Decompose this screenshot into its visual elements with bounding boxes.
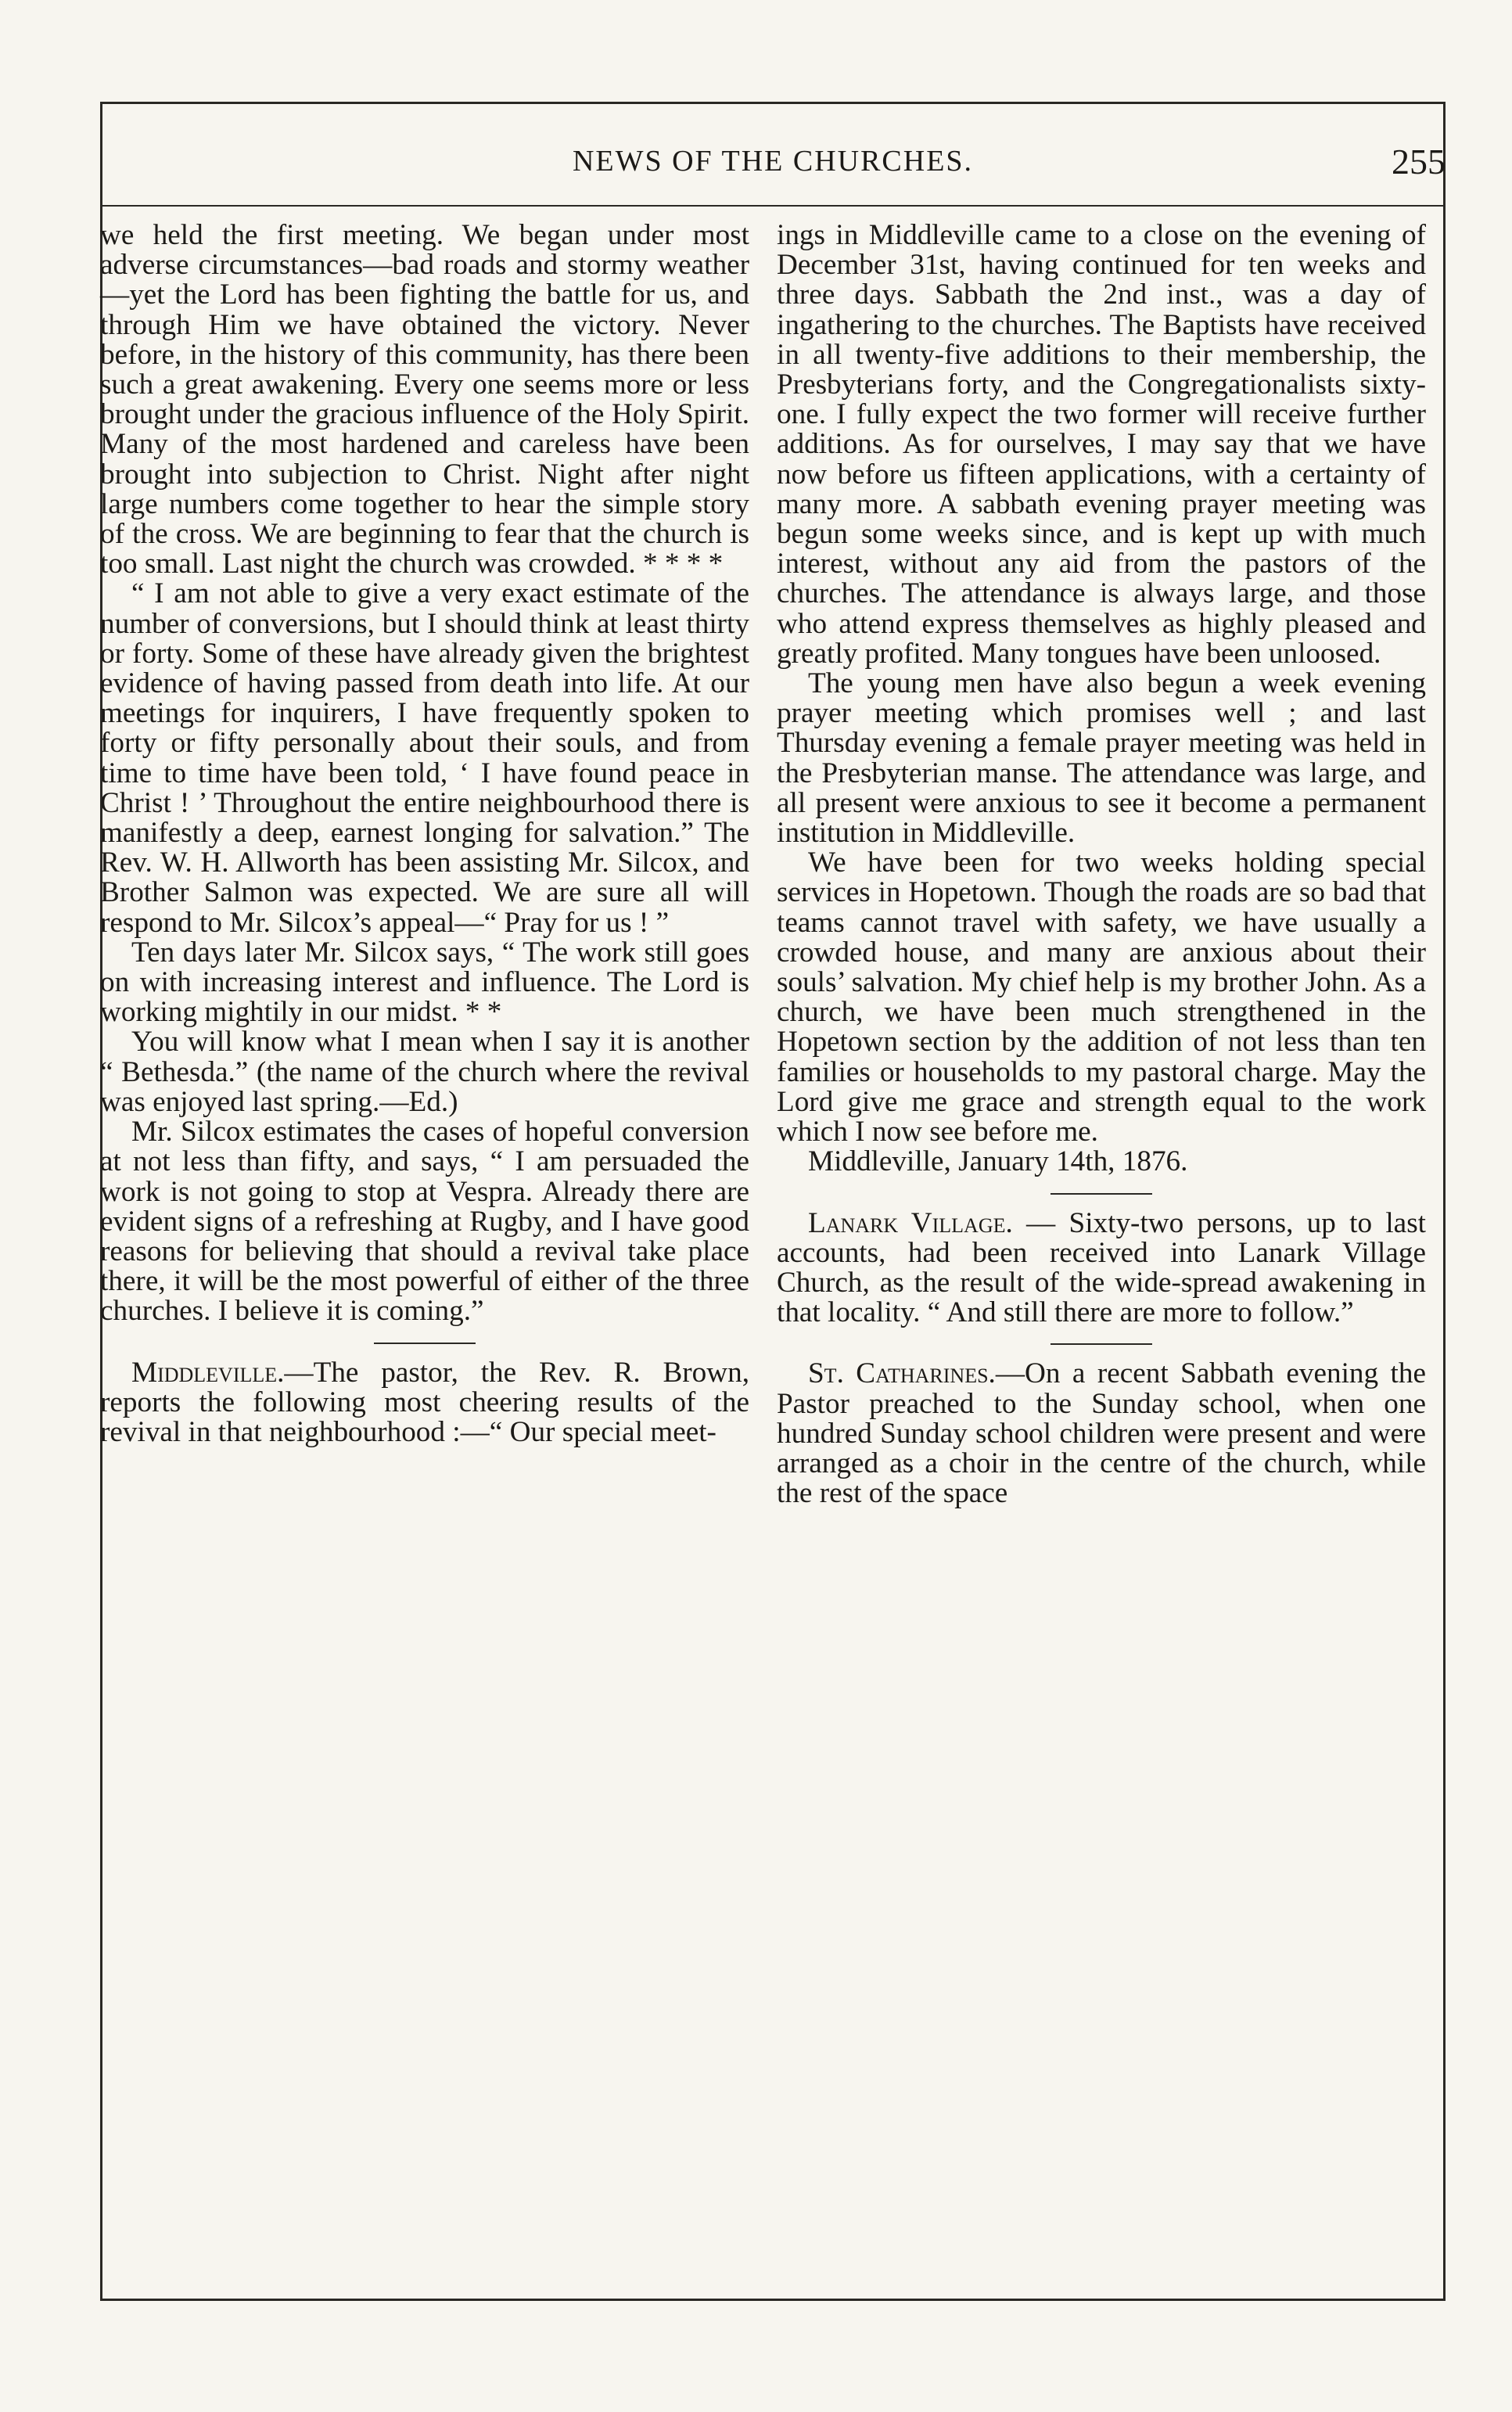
paragraph: ings in Middleville came to a close on the evening of December 31st, having continued for ten weeks and three days. Sabbath the 2nd inst., was a day of ingathering to the churches. The Baptists have received in all twenty-five additions to their membership, the Presbyterians forty, and the Congregationalists sixty-one. I fully expect the two former will receive further additions. As for ourselves, I may say that we have now before us fifteen applications, with a certainty of many more. A sabbath evening prayer meeting was begun some weeks since, and is kept up with much interest, without any aid from the pastors of the churches. The attendance is always large, and those who attend express themselves as highly pleased and greatly profited. Many tongues have been unloosed. — [777, 219, 1426, 670]
item-heading: St. Catharines. — [808, 1357, 996, 1390]
paragraph: “ I am not able to give a very exact estimate of the number of conversions, but I should think at least thirty or forty. Some of these have already given the brightest evidence of having passed from death into life. At our meetings for inquirers, I have frequently spoken to forty or fifty personally about their souls, and from time to time have been told, ‘ I have found peace in Christ ! ’ Throughout the entire neighbourhood there is manifestly a deep, earnest longing for salvation.” The Rev. W. H. Allworth has been assisting Mr. Silcox, and Brother Salmon was expected. We are sure all will respond to Mr. Silcox’s appeal—“ Pray for us ! ” — [100, 577, 749, 939]
item-heading: Lanark Village. — [808, 1206, 1013, 1239]
page-number: 255 — [1392, 142, 1446, 182]
running-header — [100, 141, 1446, 196]
right-column — [777, 221, 1426, 1508]
section-divider — [1050, 1343, 1152, 1345]
paragraph: We have been for two weeks holding special services in Hopetown. Though the roads are so bad that teams cannot travel with safety, we have usually a crowded house, and many are anxious about their souls’ salvation. My chief help is my brother John. As a church, we have been much strengthened in the Hopetown section by the addition of not less than ten families or households to my pastoral charge. May the Lord give me grace and strength equal to the work which I now see before me. — [777, 847, 1426, 1148]
header-underline-rule — [100, 205, 1446, 207]
item-text: —The pastor, the Rev. R. Brown, reports the following most cheering results of the revival in that neighbourhood :—“ Our special meet- — [100, 1356, 749, 1448]
dateline: Middleville, January 14th, 1876. — [808, 1145, 1188, 1178]
paragraph: we held the first meeting. We began under most adverse circumstances—bad roads and stormy weather—yet the Lord has been fighting the battle for us, and through Him we have obtained the victory. Never before, in the history of this community, has there been such a great awakening. Every one seems more or less brought under the gracious influence of the Holy Spirit. Many of the most hardened and careless have been brought into subjection to Christ. Night after night large numbers come together to hear the simple story of the cross. We are beginning to fear that the church is too small. Last night the church was crowded. * * * * — [100, 219, 749, 581]
paragraph: Mr. Silcox estimates the cases of hopeful conversion at not less than fifty, and says, “ I am persuaded the work is not going to stop at Vespra. Already there are evident signs of a refreshing at Rugby, and I have good reasons for believing that should a revival take place there, it will be the most powerful of either of the three churches. I believe it is coming.” — [100, 1116, 749, 1328]
right-border-rule — [1443, 102, 1446, 2300]
item-text: — Sixty-two persons, up to last accounts, had been received into Lanark Village Church, as the result of the wide-spread awakening in that locality. “ And still there are more to follow.” — [777, 1206, 1426, 1329]
paragraph: You will know what I mean when I say it is another “ Bethesda.” (the name of the church where the revival was enjoyed last spring.—Ed.) — [100, 1026, 749, 1118]
item-heading: Middleville. — [131, 1356, 285, 1389]
paragraph: Ten days later Mr. Silcox says, “ The work still goes on with increasing interest and influence. The Lord is working mightily in our midst. * * — [100, 936, 749, 1029]
paragraph: The young men have also begun a week evening prayer meeting which promises well ; and last Thursday evening a female prayer meeting was held in the Presbyterian manse. The attendance was large, and all present were anxious to see it become a permanent institution in Middleville. — [777, 667, 1426, 850]
bottom-border-rule — [100, 2299, 1446, 2301]
left-column — [100, 221, 749, 1447]
news-item-st-catharines — [777, 1359, 1426, 1508]
running-title: NEWS OF THE CHURCHES. — [572, 145, 974, 178]
news-item-lanark-village — [777, 1206, 1426, 1329]
top-border-rule — [100, 102, 1446, 104]
section-divider — [1050, 1193, 1152, 1195]
news-item-middleville — [100, 1358, 749, 1448]
section-divider — [374, 1343, 476, 1344]
item-text: —On a recent Sabbath evening the Pastor preached to the Sunday school, when one hundred Sunday school children were present and were arranged as a choir in the centre of the church, while the rest of the space — [777, 1357, 1426, 1510]
